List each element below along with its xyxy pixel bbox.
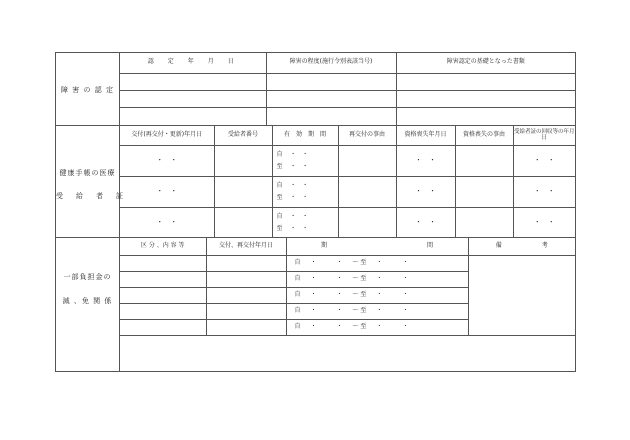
dot: ・: [376, 258, 383, 266]
from-date: ・ ・: [290, 150, 309, 158]
period-cell[interactable]: [286, 287, 468, 303]
dot: ・: [376, 274, 383, 282]
from-label: 自: [294, 322, 301, 330]
loss-reason-cell[interactable]: [455, 145, 513, 176]
dot: ・: [402, 274, 409, 282]
dot: ・: [310, 258, 317, 266]
dot: ・: [376, 322, 383, 330]
loss-date-cell[interactable]: ・ ・: [396, 145, 455, 176]
to-label: ～ 至: [352, 306, 367, 314]
loss-reason-cell[interactable]: [455, 207, 513, 238]
disability-row: [120, 73, 575, 90]
cert-date-cell[interactable]: [120, 73, 266, 90]
dot: ・: [336, 290, 343, 298]
remarks-header-char2: 考: [541, 241, 548, 249]
dot: ・: [376, 306, 383, 314]
disability-section: [56, 53, 575, 126]
to-date: ・ ・: [290, 224, 309, 232]
remarks-header-char1: 備: [495, 241, 502, 249]
from-label: 自: [276, 150, 283, 158]
period-cell[interactable]: [286, 271, 468, 287]
from-label: 自: [276, 212, 283, 220]
basis-docs-cell[interactable]: [396, 107, 575, 126]
recipient-number-cell[interactable]: [214, 145, 272, 176]
recipient-number-header: 受給者番号: [214, 126, 272, 145]
handbook-row: [120, 207, 575, 238]
validity-period-cell[interactable]: [272, 145, 338, 176]
to-label: 至: [276, 162, 283, 170]
remarks-header: [468, 238, 575, 255]
handbook-row: [120, 145, 575, 176]
loss-date-header: 資格喪失年月日: [396, 126, 455, 145]
disability-header-row: [120, 53, 575, 73]
category-cell[interactable]: [120, 319, 206, 335]
handbook-label-line2: 受 給 者 証: [56, 192, 126, 200]
empty-cell: [120, 335, 206, 371]
disability-row: [120, 107, 575, 126]
dot: ・: [336, 274, 343, 282]
category-cell[interactable]: [120, 303, 206, 319]
cert-date-header: 認 定 年 月 日: [120, 53, 266, 73]
reissue-reason-header: 再交付の事由: [338, 126, 396, 145]
dot: ・: [310, 290, 317, 298]
to-label: ～ 至: [352, 322, 367, 330]
dot: ・: [376, 290, 383, 298]
from-label: 自: [294, 290, 301, 298]
dot: ・: [336, 306, 343, 314]
handbook-header-row: [120, 126, 575, 145]
category-header: 区 分 、内 容 等: [120, 238, 206, 255]
copay-issue-date-cell[interactable]: [206, 303, 286, 319]
severity-header: 障害の程度(施行令別表該当号): [266, 53, 396, 73]
loss-date-cell[interactable]: ・ ・: [396, 207, 455, 238]
copay-row: [120, 255, 575, 271]
empty-cell: [206, 335, 286, 371]
to-label: ～ 至: [352, 274, 367, 282]
severity-cell[interactable]: [266, 90, 396, 107]
from-label: 自: [294, 274, 301, 282]
empty-cell: [468, 335, 575, 371]
reissue-reason-cell[interactable]: [338, 207, 396, 238]
category-cell[interactable]: [120, 255, 206, 271]
dot: ・: [310, 306, 317, 314]
issue-date-cell[interactable]: ・ ・: [120, 207, 214, 238]
validity-period-header: 有 効 期 間: [272, 126, 338, 145]
copay-label-line2: 減 、免 関 係: [62, 297, 113, 305]
from-date: ・ ・: [290, 212, 309, 220]
category-cell[interactable]: [120, 271, 206, 287]
severity-cell[interactable]: [266, 73, 396, 90]
handbook-label-cell: [56, 126, 126, 237]
to-label: 至: [276, 193, 283, 201]
handbook-section: [56, 126, 575, 238]
period-cell[interactable]: [286, 303, 468, 319]
period-header-char2: 間: [427, 241, 434, 249]
form-table: [55, 52, 576, 372]
copay-issue-date-cell[interactable]: [206, 319, 286, 335]
disability-label: 障 害 の 認 定: [61, 86, 114, 94]
copay-issue-date-header: 交付、再交付年月日: [206, 238, 286, 255]
collection-date-cell[interactable]: ・ ・: [513, 145, 575, 176]
copay-header-row: [120, 238, 575, 255]
disability-grid: [120, 53, 575, 126]
reissue-reason-cell[interactable]: [338, 145, 396, 176]
disability-row: [120, 90, 575, 107]
collection-date-cell[interactable]: ・ ・: [513, 176, 575, 207]
dot: ・: [402, 258, 409, 266]
handbook-label-line1: 健康手帳の医療: [59, 169, 116, 177]
period-header: [286, 238, 468, 255]
basis-docs-cell[interactable]: [396, 73, 575, 90]
period-cell[interactable]: [286, 255, 468, 271]
to-label: 至: [276, 224, 283, 232]
dot: ・: [402, 322, 409, 330]
from-label: 自: [276, 181, 283, 189]
copay-issue-date-cell[interactable]: [206, 271, 286, 287]
reissue-reason-cell[interactable]: [338, 176, 396, 207]
handbook-grid: [120, 126, 575, 238]
to-date: ・ ・: [290, 162, 309, 170]
collection-date-cell[interactable]: ・ ・: [513, 207, 575, 238]
remarks-cell[interactable]: [468, 255, 575, 335]
disability-label-cell: [56, 53, 120, 125]
copay-empty-row: [120, 335, 575, 371]
severity-cell[interactable]: [266, 107, 396, 126]
empty-cell: [286, 335, 468, 371]
to-label: ～ 至: [352, 290, 367, 298]
issue-date-cell[interactable]: ・ ・: [120, 145, 214, 176]
period-header-char1: 期: [320, 241, 327, 249]
copay-issue-date-cell[interactable]: [206, 287, 286, 303]
category-cell[interactable]: [120, 287, 206, 303]
issue-date-cell[interactable]: ・ ・: [120, 176, 214, 207]
recipient-number-cell[interactable]: [214, 207, 272, 238]
dot: ・: [310, 322, 317, 330]
issue-date-header: 交付(再交付・更新)年月日: [120, 126, 214, 145]
copay-label-line1: 一部負担金の: [63, 273, 112, 281]
dot: ・: [310, 274, 317, 282]
cert-date-cell[interactable]: [120, 107, 266, 126]
handbook-row: [120, 176, 575, 207]
basis-docs-header: 障害認定の基礎となった書類: [396, 53, 575, 73]
to-label: ～ 至: [352, 258, 367, 266]
from-label: 自: [294, 258, 301, 266]
loss-reason-cell[interactable]: [455, 176, 513, 207]
dot: ・: [336, 258, 343, 266]
period-cell[interactable]: [286, 319, 468, 335]
dot: ・: [336, 322, 343, 330]
dot: ・: [402, 306, 409, 314]
copay-section: [56, 238, 575, 371]
cert-date-cell[interactable]: [120, 90, 266, 107]
to-date: ・ ・: [290, 193, 309, 201]
copay-grid: [120, 238, 575, 371]
copay-label-cell: [56, 238, 120, 371]
collection-date-header: 受給者証の回収等の年月日: [513, 126, 575, 145]
copay-issue-date-cell[interactable]: [206, 255, 286, 271]
loss-reason-header: 資格喪失の事由: [455, 126, 513, 145]
loss-date-cell[interactable]: ・ ・: [396, 176, 455, 207]
recipient-number-cell[interactable]: [214, 176, 272, 207]
dot: ・: [402, 290, 409, 298]
from-date: ・ ・: [290, 181, 309, 189]
basis-docs-cell[interactable]: [396, 90, 575, 107]
from-label: 自: [294, 306, 301, 314]
validity-period-cell[interactable]: [272, 176, 338, 207]
validity-period-cell[interactable]: [272, 207, 338, 238]
